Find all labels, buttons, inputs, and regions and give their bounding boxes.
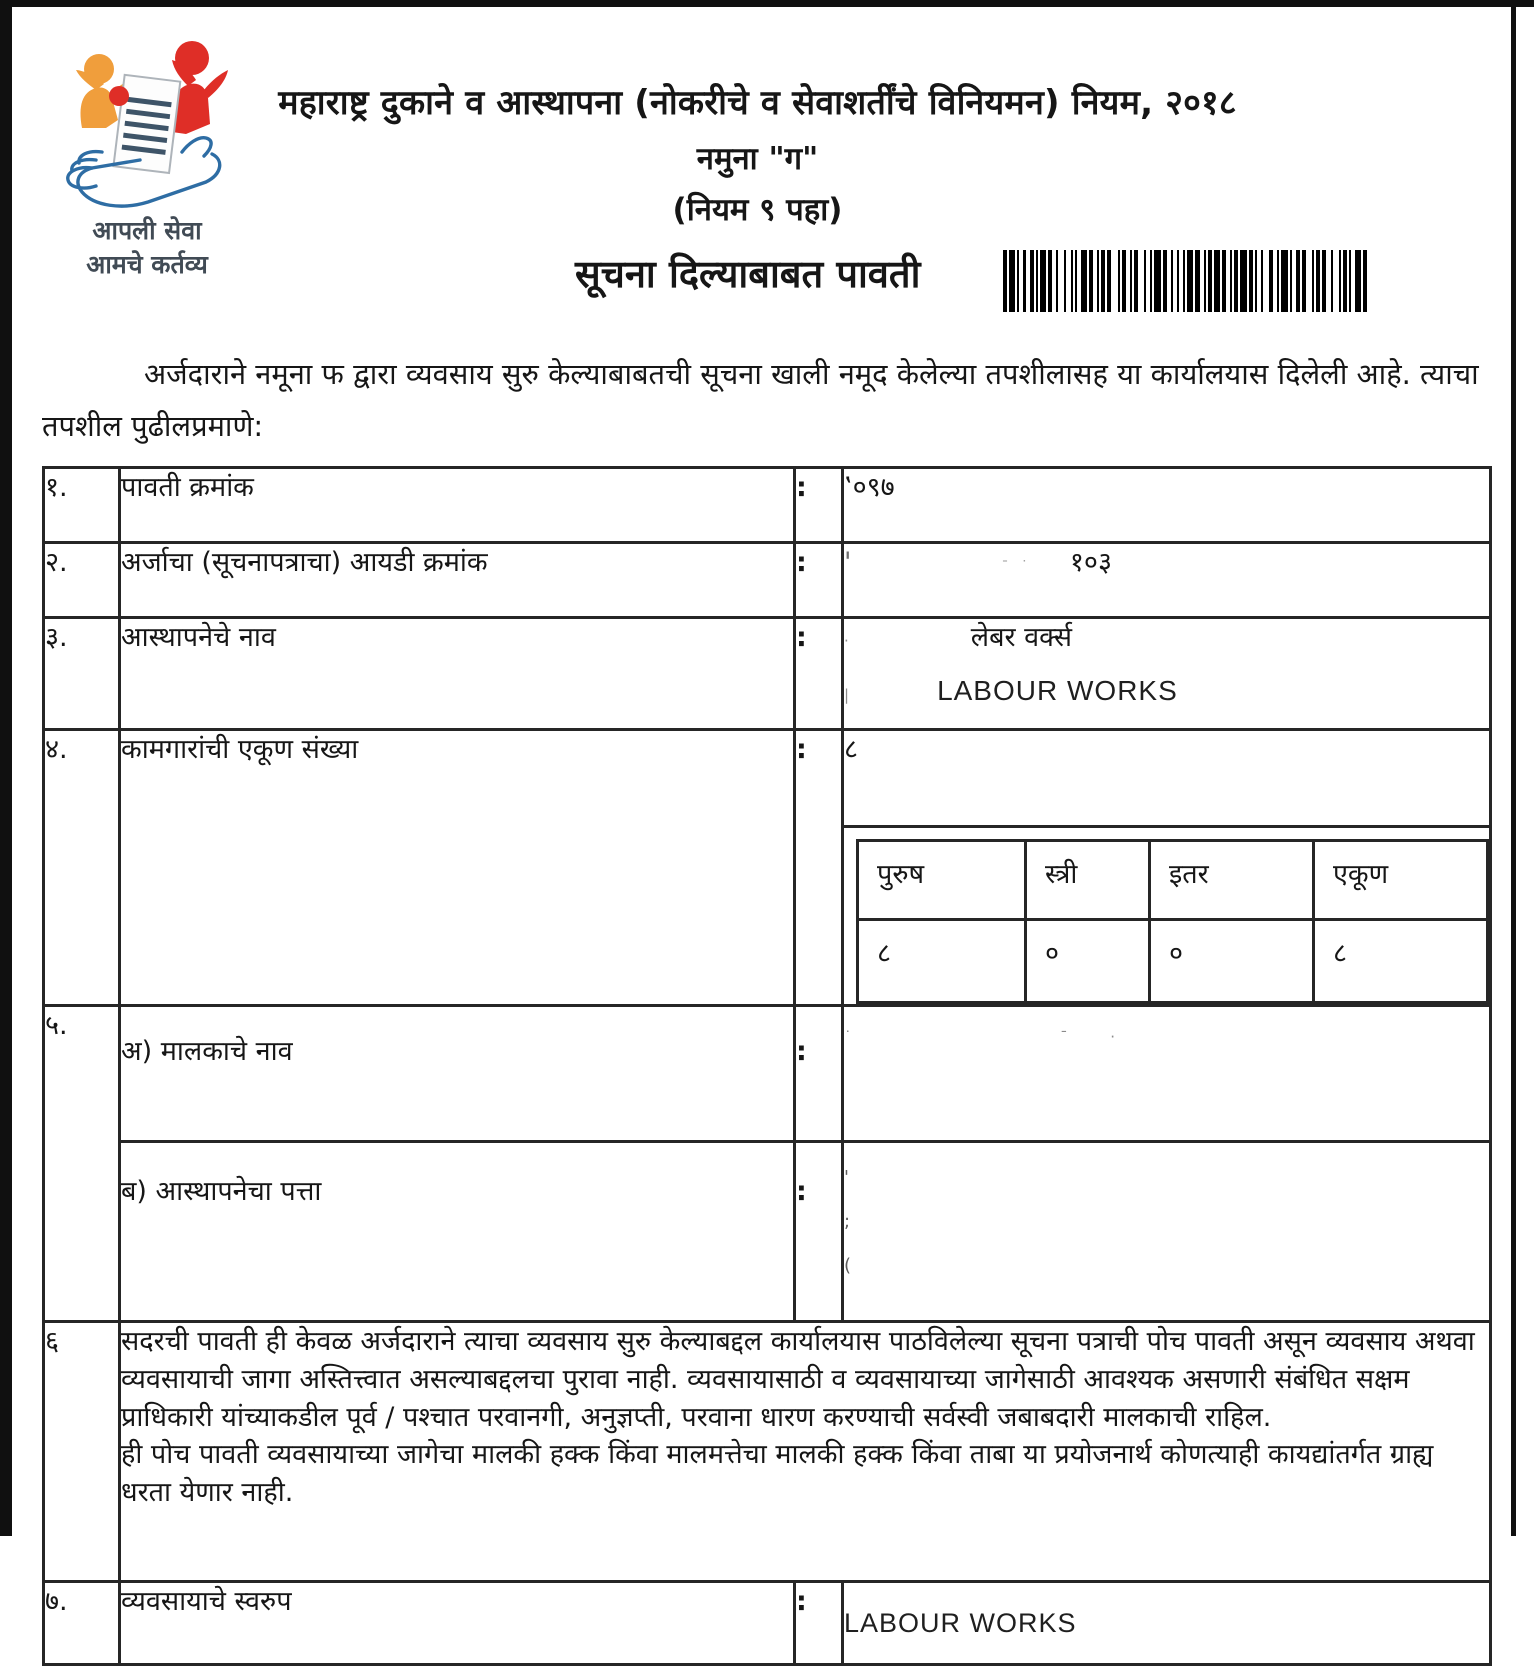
- application-id-value: [843, 543, 1491, 618]
- redaction-remnant: ¯: [1060, 1028, 1068, 1046]
- disclaimer-paragraph-1: सदरची पावती ही केवळ अर्जदाराने त्याचा व्यवसाय सुरु केल्याबद्दल कार्यालयास पाठविलेल्या सूचना पत्राची पोच पावती असून व्यवसाय अथवा व्यवसायाची जागा अस्तित्त्वात असल्याबद्दलचा पुरावा नाही. व्यवसायासाठी व व्यवसायाच्या जागेसाठी आवश्यक असणारी संबंधित सक्षम प्राधिकारी यांच्याकडील पूर्व / पश्चात परवानगी, अनुज्ञप्ती, परवाना धारण करण्याची सर्वस्वी जबाबदारी मालकाची राहिल.: [121, 1326, 1475, 1433]
- logo-caption-line2: आमचे कर्तव्य: [86, 249, 208, 279]
- application-id-number: १०३: [1069, 547, 1113, 578]
- disclaimer-paragraph-2: ही पोच पावती व्यवसायाच्या जागेचा मालकी हक्क किंवा मालमत्तेचा मालकी हक्क किंवा ताबा या प्रयोजनार्थ कोणत्याही कायद्यांतर्गत ग्राह्य धरता येणार नाही.: [121, 1439, 1434, 1509]
- row-sr: २.: [44, 543, 120, 618]
- colon: :: [795, 730, 843, 1006]
- row-disclaimer-note: [44, 1322, 1491, 1582]
- breakup-header-total: एकूण: [1314, 841, 1488, 920]
- page-border-right: [1511, 0, 1516, 1536]
- row-label: पावती क्रमांक: [120, 468, 795, 543]
- receipt-details-table: [42, 466, 1492, 1666]
- owner-name-value: [843, 1006, 1491, 1142]
- total-workers-value: ८: [843, 730, 1491, 827]
- row-label: अ) मालकाचे नाव: [120, 1006, 795, 1142]
- workers-breakup-table: [856, 839, 1489, 1004]
- colon: :: [795, 1006, 843, 1142]
- intro-paragraph: अर्जदाराने नमूना फ द्वारा व्यवसाय सुरु केल्याबाबतची सूचना खाली नमूद केलेल्या तपशीलासह या कार्यालयास दिलेली आहे. त्याचा तपशील पुढीलप्रमाणे:: [42, 357, 1479, 443]
- breakup-value-female: ०: [1026, 920, 1150, 1003]
- colon: :: [795, 543, 843, 618]
- breakup-value-male: ८: [858, 920, 1026, 1003]
- redaction-remnant: |: [844, 685, 850, 704]
- page-title: महाराष्ट्र दुकाने व आस्थापना (नोकरीचे व सेवाशर्तींचे विनियमन) नियम, २०१८: [278, 83, 1237, 123]
- row-application-id: [44, 543, 1491, 618]
- row-sr: ४.: [44, 730, 120, 1006]
- row-business-nature: [44, 1582, 1491, 1665]
- row-owner-name: [44, 1006, 1491, 1142]
- breakup-header-other: इतर: [1150, 841, 1314, 920]
- row-label: आस्थापनेचे नाव: [120, 618, 795, 730]
- colon: :: [795, 468, 843, 543]
- establishment-address-value: [843, 1142, 1491, 1322]
- redaction-remnant: ': [844, 547, 852, 578]
- breakup-header-female: स्त्री: [1026, 841, 1150, 920]
- redaction-remnant: ·: [844, 632, 849, 650]
- row-receipt-number: [44, 468, 1491, 543]
- row-establishment-address: [44, 1142, 1491, 1322]
- row-label: ब) आस्थापनेचा पत्ता: [120, 1142, 795, 1322]
- redaction-remnant: ¯ ˙: [1001, 559, 1032, 575]
- business-nature-value: LABOUR WORKS: [843, 1582, 1491, 1665]
- breakup-value-other: ०: [1150, 920, 1314, 1003]
- receipt-number-value: ‛०९७: [843, 468, 1491, 543]
- rule-reference: (नियम ९ पहा): [672, 192, 843, 228]
- colon: :: [795, 618, 843, 730]
- page-border-top: [0, 0, 1534, 7]
- workers-breakup-cell: [843, 827, 1491, 1006]
- form-header: [60, 78, 1455, 230]
- row-sr: ७.: [44, 1582, 120, 1665]
- colon: :: [795, 1142, 843, 1322]
- establishment-name-english: LABOUR WORKS: [937, 674, 1178, 706]
- redaction-remnant: ·: [1110, 1028, 1115, 1046]
- establishment-name-value: [843, 618, 1491, 730]
- row-establishment-name: [44, 618, 1491, 730]
- row-label: व्यवसायाचे स्वरुप: [120, 1582, 795, 1665]
- redaction-remnant: ;: [844, 1211, 851, 1232]
- row-total-workers: [44, 730, 1491, 827]
- redaction-remnant: ˙: [844, 1028, 852, 1046]
- breakup-value-row: [858, 920, 1488, 1003]
- row-label: कामगारांची एकूण संख्या: [120, 730, 795, 1006]
- row-sr: ५.: [44, 1006, 120, 1322]
- row-sr: ३.: [44, 618, 120, 730]
- row-sr: ६: [44, 1322, 120, 1582]
- row-sr: १.: [44, 468, 120, 543]
- disclaimer-note: [120, 1322, 1491, 1582]
- receipt-heading: सूचना दिल्याबाबत पावती: [575, 252, 921, 296]
- breakup-header-male: पुरुष: [858, 841, 1026, 920]
- redaction-remnant: (: [844, 1255, 852, 1276]
- page-border-left: [0, 0, 12, 1536]
- barcode: [1003, 250, 1458, 312]
- redaction-remnant: ': [844, 1167, 849, 1188]
- breakup-header-row: [858, 841, 1488, 920]
- establishment-name-marathi: लेबर वर्क्स: [970, 622, 1072, 653]
- logo-caption-line1: आपली सेवा: [92, 216, 202, 245]
- row-label: अर्जाचा (सूचनापत्राचा) आयडी क्रमांक: [120, 543, 795, 618]
- form-name: नमुना "ग": [696, 141, 819, 177]
- colon: :: [795, 1582, 843, 1665]
- breakup-value-total: ८: [1314, 920, 1488, 1003]
